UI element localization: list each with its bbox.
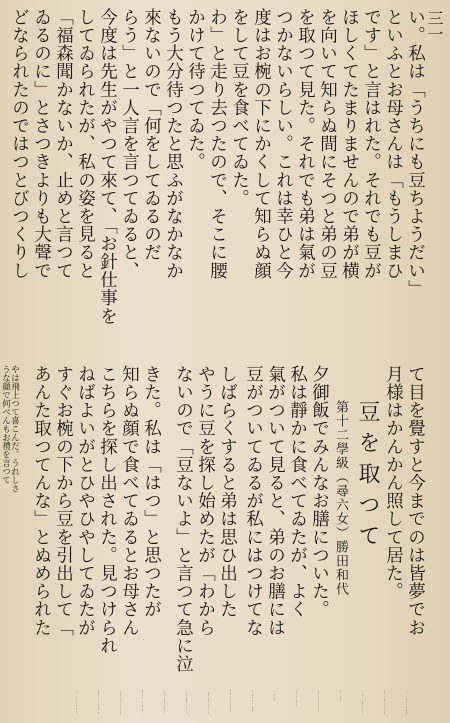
text-column: 氣がついて見ると、弟のお膳には [265, 365, 286, 637]
text-column: こんなあかん點を取つてゐながら [164, 690, 165, 714]
text-column: かけて待つてゐた。 [185, 8, 206, 171]
essay-byline: 第十二學級（尋六女）福森松代 [252, 690, 253, 713]
text-column: ねばよいがとひやひやしてゐたが [75, 365, 96, 637]
essay-title: 先生に叱られて [274, 690, 275, 702]
text-column: なあ」と笑はれた。 [340, 690, 341, 705]
text-column: ないので「豆ないよ」と言つて急に泣 [173, 365, 194, 673]
text-column: つかないらしい。これは幸ひと今 [273, 8, 294, 280]
text-column: 夕御飯でみんなお膳についた。 [309, 365, 330, 619]
text-column: いそいそと出て行くねいやの後姿 [406, 690, 407, 714]
text-column: て目を覺すと今までのは皆夢でお [405, 365, 426, 637]
essay-byline: 第十二學級（尋六女）勝田和代 [333, 400, 348, 596]
text-column: をして豆を食べてゐた。 [229, 8, 250, 208]
text-column: こちらを探し出された。見つけられ [97, 365, 118, 655]
text-column: い。私は「うちにも豆ちようだい」 [405, 8, 426, 298]
text-column: 來ないので「何をしてゐるのだ [141, 8, 162, 262]
text-column: やは飛上つて喜こんだ。うれしさ [9, 365, 20, 493]
text-column: もう大分待つたと思ふがなかなか [163, 8, 184, 280]
text-column: わ」と走り去つたので、そこに腰 [207, 8, 228, 280]
text-column: れた事を少しも知らない。 [296, 690, 297, 710]
text-column: もそんな事には耳もかさないで弟 [120, 690, 121, 714]
text-column: 今度は先生がやつて來て、「お針仕事を [97, 8, 118, 326]
text-column: 知らぬ顔で食べてゐるとお母さん [119, 365, 140, 637]
text-column: うな顔で何べんもお禮を言つて [0, 365, 11, 484]
text-column: 度はお椀の下にかくして知らぬ顔 [251, 8, 272, 280]
text-column: 一生懸命に椅を運んでいらつしや [208, 690, 209, 714]
text-column: を見送つた山本さんは「もつとね [384, 690, 385, 714]
text-column: です」と言はれた。それでも豆が [361, 8, 382, 280]
text-column: と劇を續けてゐたが急に弟が「姉 [98, 690, 99, 714]
text-column: すぐお椀の下から豆を引出して「 [53, 365, 74, 637]
text-column: してゐられたが、私の姿を見ると [75, 8, 96, 280]
text-column: 月様はかんかん照して居た。 [383, 365, 404, 601]
text-column: を向いて知らぬ間にそつと弟の豆 [317, 8, 338, 280]
text-column: いやを困らしたら面白かつたのに [362, 690, 363, 714]
text-column: どなられたのではつとびつくりし [9, 8, 30, 280]
text-column: ゐるのに」とさつきよりも大聲で [31, 8, 52, 280]
essay-title: 豆を取つて [355, 400, 380, 555]
text-column: ちやん、ちよつとお湯飲んで來る [76, 690, 77, 714]
text-column: 「福森聞かないか、止めと言つて [53, 8, 74, 280]
text-column: といふとお母さんは「もうしまひ [383, 8, 404, 280]
text-column: しばらくすると弟は思ひ出した [217, 365, 238, 619]
text-column: る。急に「福森何をしてゐるんだ [186, 690, 187, 714]
text-column: けれどもねいやはまだからかは [318, 690, 319, 713]
text-column: きた。私は「はつ」と思つたが [141, 365, 162, 619]
text-column: らう」と一人言を言つてゐると、 [119, 8, 140, 280]
text-column: やうに豆を探し始めたが「わから [195, 365, 216, 637]
text-column: ほしくてたまりませんので弟が横 [339, 8, 360, 280]
text-column: 勉強しないか」と言はれたけれど [142, 690, 143, 714]
page-number: 三一 [425, 10, 444, 42]
text-column: 豆がついてゐるが私にはつけてな [243, 365, 264, 637]
text-column: あんた取つてんな」とぬめられた [31, 365, 52, 637]
text-column: を取つて見た。それでも弟は氣が [295, 8, 316, 280]
text-column: 弟と劇をしてゐると狩田先生が [230, 690, 231, 713]
text-column: 私は靜かに食べてゐたが、よく [287, 365, 308, 619]
